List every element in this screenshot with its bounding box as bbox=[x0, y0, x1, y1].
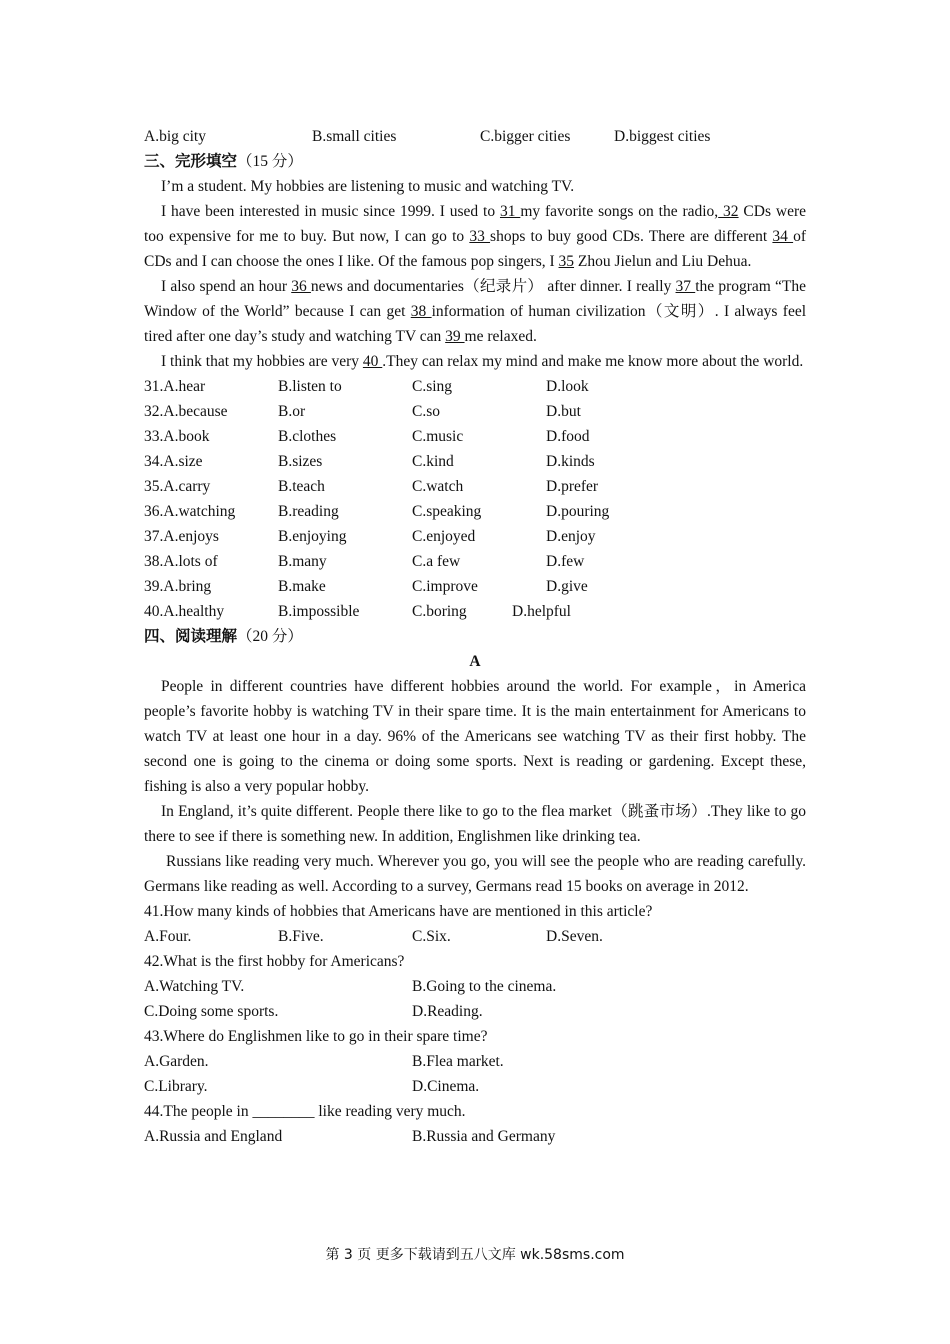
option: 31.A.hear bbox=[144, 378, 206, 395]
option: C.boring bbox=[412, 603, 467, 620]
question-41: 41.How many kinds of hobbies that Americans have are mentioned in this article? bbox=[144, 903, 653, 920]
options-row-34 bbox=[144, 449, 806, 474]
option: C.speaking bbox=[412, 503, 482, 520]
blank-35: 35 bbox=[558, 253, 575, 270]
question-43-options-ab bbox=[144, 1049, 806, 1074]
option: B.Flea market. bbox=[412, 1053, 504, 1070]
option: C.Six. bbox=[412, 928, 451, 945]
exam-page bbox=[144, 124, 806, 1149]
page-footer: 第 3 页 更多下载请到五八文库 wk.58sms.com bbox=[325, 1247, 625, 1263]
option: 33.A.book bbox=[144, 428, 210, 445]
blank-33: 33 bbox=[469, 228, 491, 245]
option: D.Seven. bbox=[546, 928, 603, 945]
text-span: shops to buy good CDs. There are different bbox=[490, 228, 773, 245]
option: D.Cinema. bbox=[412, 1078, 480, 1095]
blank-31: 31 bbox=[499, 203, 521, 220]
passage-label: A bbox=[469, 653, 481, 670]
text-span: the program “The Window of the World” because I can get bbox=[144, 278, 806, 320]
option: B.reading bbox=[278, 503, 339, 520]
option: B.listen to bbox=[278, 378, 342, 395]
question-41-options bbox=[144, 924, 806, 949]
option: D.few bbox=[546, 553, 585, 570]
option: 40.A.healthy bbox=[144, 603, 225, 620]
option: B.enjoying bbox=[278, 528, 347, 545]
option: B.sizes bbox=[278, 453, 323, 470]
option: 38.A.lots of bbox=[144, 553, 218, 570]
text-span: information of human civilization（文明）. I always feel tired after one day’s study and watching TV can bbox=[144, 303, 807, 345]
blank-39: 39 bbox=[445, 328, 465, 345]
option-d: D.biggest cities bbox=[614, 128, 711, 145]
options-row-39 bbox=[144, 574, 806, 599]
option: 36.A.watching bbox=[144, 503, 236, 520]
option: C.sing bbox=[412, 378, 453, 395]
option: D.look bbox=[546, 378, 589, 395]
option: B.or bbox=[278, 403, 306, 420]
section-3-title: 三、完形填空 bbox=[144, 153, 238, 170]
options-row-33 bbox=[144, 424, 806, 449]
option: C.so bbox=[412, 403, 440, 420]
section-4-title: 四、阅读理解 bbox=[144, 628, 238, 645]
question-44: 44.The people in ________ like reading very much. bbox=[144, 1103, 466, 1120]
options-row-37 bbox=[144, 524, 806, 549]
text-span: Zhou Jielun and Liu Dehua. bbox=[574, 253, 752, 270]
option: C.enjoyed bbox=[412, 528, 476, 545]
question-42: 42.What is the first hobby for Americans? bbox=[144, 953, 405, 970]
option: D.but bbox=[546, 403, 581, 420]
option: A.Watching TV. bbox=[144, 978, 245, 995]
option: B.make bbox=[278, 578, 326, 595]
option: C.watch bbox=[412, 478, 464, 495]
option: 34.A.size bbox=[144, 453, 203, 470]
option: D.enjoy bbox=[546, 528, 596, 545]
option-c: C.bigger cities bbox=[480, 128, 571, 145]
option: B.clothes bbox=[278, 428, 337, 445]
question-42-options-ab bbox=[144, 974, 806, 999]
blank-34: 34 bbox=[772, 228, 794, 245]
cloze-intro: I’m a student. My hobbies are listening to music and watching TV. bbox=[161, 178, 575, 195]
section-3-points: （15 分） bbox=[237, 153, 303, 170]
reading-paragraph-1: People in different countries have different hobbies around the world. For example，in America people’s favorite hobby is watching TV in their spare time. It is the main entertainment for Americans to watch TV at least one hour in a day. 96% of the Americans see watching TV as their first hobby. The second one is going to the cinema or doing some sports. Next is reading or gardening. Except these, fishing is also a very popular hobby. bbox=[144, 678, 806, 795]
text-span: .They can relax my mind and make me know more about the world. bbox=[382, 353, 804, 370]
option: D.give bbox=[546, 578, 588, 595]
option: C.Library. bbox=[144, 1078, 208, 1095]
option: D.food bbox=[546, 428, 590, 445]
blank-40: 40 bbox=[362, 353, 383, 370]
blank-37: 37 bbox=[675, 278, 696, 295]
reading-paragraph-3: Russians like reading very much. Wherever you go, you will see the people who are reading carefully. Germans like reading as well. According to a survey, Germans read 15 books on average in 2012. bbox=[144, 853, 806, 895]
text-span: me relaxed. bbox=[464, 328, 537, 345]
option: D.helpful bbox=[512, 603, 571, 620]
option: C.Doing some sports. bbox=[144, 1003, 279, 1020]
option: B.Five. bbox=[278, 928, 324, 945]
option-b: B.small cities bbox=[312, 128, 397, 145]
option: A.Garden. bbox=[144, 1053, 209, 1070]
option: 37.A.enjoys bbox=[144, 528, 219, 545]
option: A.Russia and England bbox=[144, 1128, 283, 1145]
option: D.prefer bbox=[546, 478, 599, 495]
question-42-options-cd bbox=[144, 999, 806, 1024]
options-row-32 bbox=[144, 399, 806, 424]
blank-38: 38 bbox=[410, 303, 432, 320]
option: B.Russia and Germany bbox=[412, 1128, 556, 1145]
option: A.Four. bbox=[144, 928, 192, 945]
option: 32.A.because bbox=[144, 403, 228, 420]
option: C.improve bbox=[412, 578, 478, 595]
cloze-paragraph-3 bbox=[144, 349, 806, 374]
text-span: I have been interested in music since 1999. I used to bbox=[161, 203, 500, 220]
option: 39.A.bring bbox=[144, 578, 212, 595]
text-span: my favorite songs on the radio, bbox=[520, 203, 719, 220]
reading-paragraph-2: In England, it’s quite different. People there like to go to the flea market（跳蚤市场）.They like to go there to see if there is something new. In addition, Englishmen like drinking tea. bbox=[144, 803, 806, 845]
text-span: CDs were too expensive for me to buy. But now, I can go to bbox=[144, 203, 806, 245]
question-43-options-cd bbox=[144, 1074, 806, 1099]
previous-question-options bbox=[144, 124, 806, 149]
cloze-paragraph-2 bbox=[144, 274, 806, 349]
option: C.music bbox=[412, 428, 464, 445]
option: D.pouring bbox=[546, 503, 610, 520]
text-span: news and documentaries（纪录片） after dinner. I really bbox=[310, 278, 676, 295]
option: C.a few bbox=[412, 553, 461, 570]
question-44-options-ab bbox=[144, 1124, 806, 1149]
option: B.Going to the cinema. bbox=[412, 978, 557, 995]
blank-32: 32 bbox=[718, 203, 739, 220]
section-3-heading bbox=[144, 149, 806, 174]
option: 35.A.carry bbox=[144, 478, 211, 495]
options-row-40 bbox=[144, 599, 806, 624]
options-row-36 bbox=[144, 499, 806, 524]
option: D.Reading. bbox=[412, 1003, 483, 1020]
text-span: of CDs and I can choose the ones I like. Of the famous pop singers, I bbox=[144, 228, 807, 270]
option: B.impossible bbox=[278, 603, 360, 620]
text-span: I think that my hobbies are very bbox=[161, 353, 363, 370]
cloze-paragraph-1 bbox=[144, 199, 806, 274]
question-43: 43.Where do Englishmen like to go in their spare time? bbox=[144, 1028, 488, 1045]
options-row-35 bbox=[144, 474, 806, 499]
options-row-31 bbox=[144, 374, 806, 399]
section-4-points: （20 分） bbox=[237, 628, 303, 645]
options-row-38 bbox=[144, 549, 806, 574]
option: D.kinds bbox=[546, 453, 595, 470]
option: B.teach bbox=[278, 478, 325, 495]
option: B.many bbox=[278, 553, 327, 570]
text-span: I also spend an hour bbox=[161, 278, 292, 295]
blank-36: 36 bbox=[291, 278, 311, 295]
option-a: A.big city bbox=[144, 128, 206, 145]
cloze-options bbox=[144, 374, 806, 624]
section-4-heading bbox=[144, 624, 806, 649]
option: C.kind bbox=[412, 453, 454, 470]
